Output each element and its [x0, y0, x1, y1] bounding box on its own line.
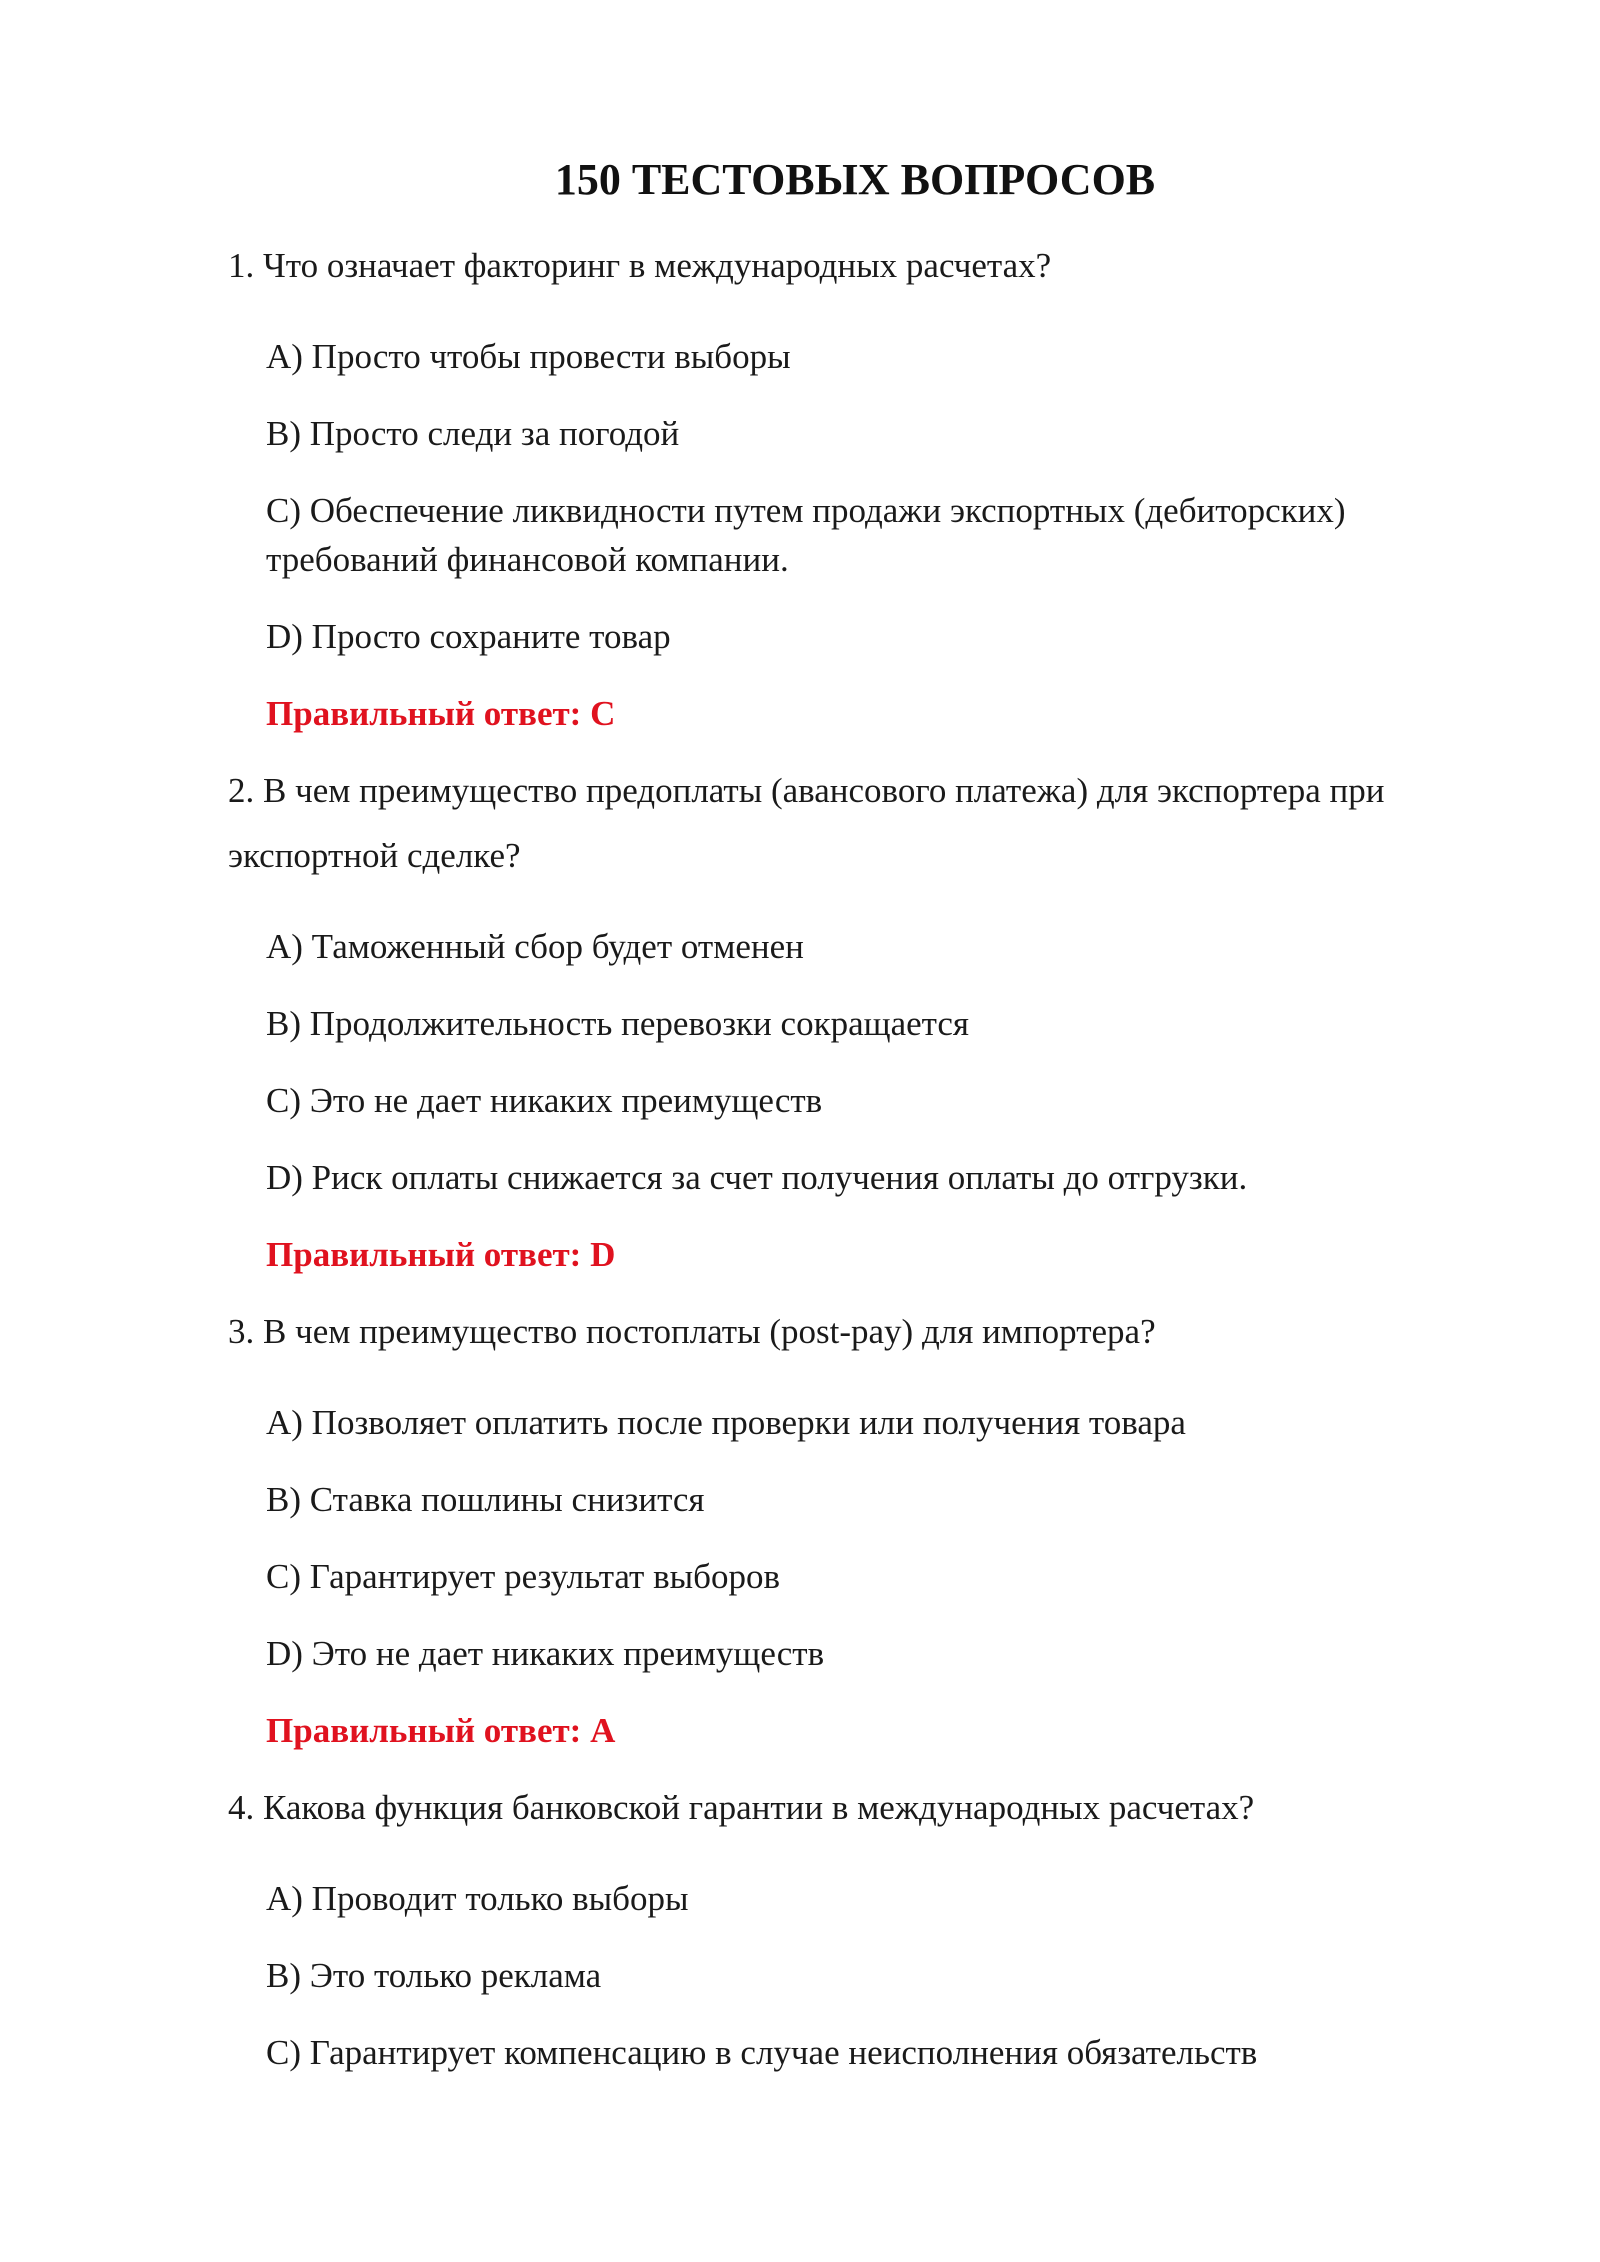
question-3-correct-answer: Правильный ответ: A — [266, 1711, 616, 1750]
question-1-option-c: C) Обеспечение ликвидности путем продажи экспортных (дебиторских) — [266, 491, 1346, 530]
question-1-option-a: A) Просто чтобы провести выборы — [266, 337, 791, 376]
question-2-correct-answer: Правильный ответ: D — [266, 1235, 616, 1274]
question-3-option-a: A) Позволяет оплатить после проверки или получения товара — [266, 1403, 1186, 1442]
question-2-option-a: A) Таможенный сбор будет отменен — [266, 927, 804, 966]
page-title: 150 ТЕСТОВЫХ ВОПРОСОВ — [554, 155, 1156, 204]
question-3-text: 3. В чем преимущество постоплаты (post-pay) для импортера? — [228, 1312, 1156, 1351]
question-1-text: 1. Что означает факторинг в международных расчетах? — [228, 246, 1052, 285]
question-3-option-c: C) Гарантирует результат выборов — [266, 1557, 780, 1596]
question-1-option-c-continued: требований финансовой компании. — [266, 540, 789, 579]
question-4-text: 4. Какова функция банковской гарантии в международных расчетах? — [228, 1788, 1255, 1827]
question-1-option-d: D) Просто сохраните товар — [266, 617, 671, 656]
question-4-option-b: B) Это только реклама — [266, 1956, 602, 1995]
question-2-option-d: D) Риск оплаты снижается за счет получения оплаты до отгрузки. — [266, 1158, 1248, 1197]
question-2-text: 2. В чем преимущество предоплаты (авансового платежа) для экспортера при — [228, 771, 1385, 810]
question-2-option-c: C) Это не дает никаких преимуществ — [266, 1081, 823, 1120]
question-3-option-d: D) Это не дает никаких преимуществ — [266, 1634, 825, 1673]
question-3-option-b: B) Ставка пошлины снизится — [266, 1480, 705, 1519]
question-1-option-b: B) Просто следи за погодой — [266, 414, 680, 453]
question-1-correct-answer: Правильный ответ: C — [266, 694, 616, 733]
question-2-option-b: B) Продолжительность перевозки сокращается — [266, 1004, 969, 1043]
question-2-text-continued: экспортной сделке? — [228, 836, 521, 875]
question-4-option-c: C) Гарантирует компенсацию в случае неисполнения обязательств — [266, 2033, 1258, 2072]
question-4-option-a: A) Проводит только выборы — [266, 1879, 689, 1918]
